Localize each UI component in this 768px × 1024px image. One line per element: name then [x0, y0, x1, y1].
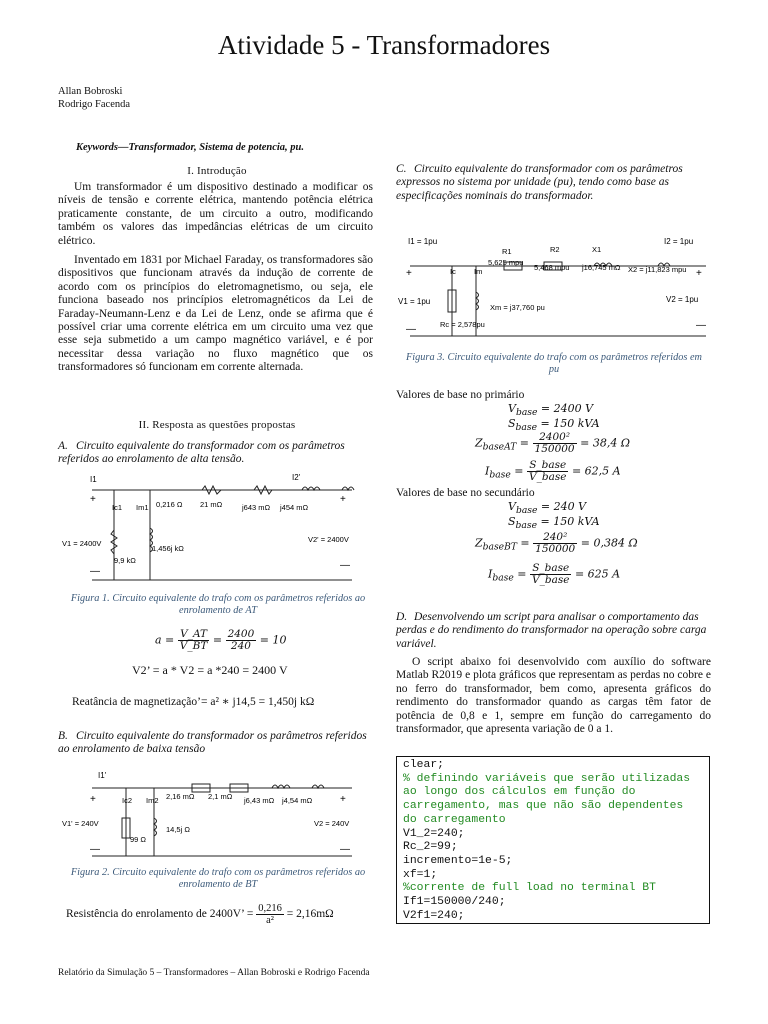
code-line: Rc_2=99; [403, 841, 458, 854]
fig3-x2-value: X2 = j11,823 mpu [628, 265, 687, 274]
figure-1-caption: Figura 1. Circuito equivalente do trafo com os parâmetros referidos ao enrolamento de AT [70, 593, 366, 616]
script-paragraph: O script abaixo foi desenvolvido com auxílio do software Matlab R2019 e plota gráficos que representam as perdas no cobre e no ferro do transformador, bem como, apresenta gráficos do rendimento do transformador quando as cargas têm fator de potência de 0,8 e 1, sempre em função do carregamento do transformador, que apresenta variação de 0 a 1. [396, 656, 711, 736]
svg-text:—: — [340, 560, 350, 571]
fig1-im: Im1 [136, 503, 149, 512]
fig1-i2: I2' [292, 473, 301, 482]
fig3-xm: Xm = j37,760 pu [490, 303, 545, 312]
svg-text:—: — [406, 324, 416, 335]
sub-d-label: D. [396, 611, 408, 623]
fig1-v2: V2' = 2400V [308, 535, 349, 544]
fig3-rc: Rc = 2,578pu [440, 320, 485, 329]
fig1-ic: Ic1 [112, 503, 123, 512]
fig1-i1: I1 [90, 475, 97, 484]
secondary-zbase: $Z_{baseBT}$ = $\frac{\text{240²}}{150000}$ = 0,384 Ω [475, 531, 638, 555]
svg-text:—: — [340, 844, 350, 855]
intro-paragraph-1: Um transformador é um dispositivo destinado a modificar os níveis de tensão e corrente elétrica, mantendo potência elétrica praticamente constante, de um circuito a outro, modificando também os valores das impedâncias elétricas de um circuito elétrico. [58, 181, 373, 247]
fig2-im: Im2 [146, 796, 159, 805]
svg-text:—: — [90, 844, 100, 855]
fig2-r2: 2,1 mΩ [208, 792, 233, 801]
eq-r: Resistência do enrolamento de 2400V’ = $\frac{0,216}{\text{a²}}$ = 2,16mΩ [66, 903, 334, 926]
sub-d-text: Desenvolvendo um script para analisar o comportamento das perdas e do rendimento do transformador na operação sobre carga variável. [396, 611, 707, 650]
section-2-heading: II. Resposta as questões propostas [138, 419, 296, 431]
fig2-x2: j4,54 mΩ [282, 796, 313, 805]
svg-text:+: + [406, 268, 412, 279]
sub-d-heading [396, 611, 714, 651]
fig3-r2-value: 5,468 mpu [534, 263, 570, 272]
authors [58, 86, 130, 111]
secondary-heading: Valores de base no secundário [396, 487, 535, 499]
fig1-xm: 1,456j kΩ [152, 544, 184, 553]
fig3-r1: R1 [502, 247, 512, 256]
fig2-i1: I1' [98, 771, 107, 780]
svg-text:+: + [90, 494, 96, 505]
sub-c-label: C. [396, 163, 407, 175]
keywords: Keywords—Transformador, Sistema de potencia, pu. [76, 142, 305, 153]
fig2-x1: j6,43 mΩ [244, 796, 275, 805]
fig3-x1: X1 [592, 245, 602, 254]
secondary-vbase: $V_{base} = 240$ V [508, 500, 587, 517]
fig3-i2: I2 = 1pu [664, 237, 694, 246]
code-line: clear; [403, 759, 445, 771]
svg-text:—: — [696, 320, 706, 331]
fig2-rc: 99 Ω [130, 835, 147, 844]
fig2-v1: V1' = 240V [62, 819, 99, 828]
fig3-v1: V1 = 1pu [398, 297, 431, 306]
primary-vbase: $V_{base} = 2400$ V [508, 402, 594, 419]
secondary-sbase: $S_{base} = 150$ kVA [508, 515, 600, 532]
primary-ibase: $I_{base}$ = $\frac{\text{S\_base}}{\text{V\_base}}$ = 62,5 A [485, 459, 621, 483]
primary-zbase: $Z_{baseAT}$ = $\frac{\text{2400²}}{150000}$ = 38,4 Ω [475, 431, 630, 455]
sub-b-label: B. [58, 730, 68, 742]
page-title: Atividade 5 - Transformadores [217, 30, 551, 60]
section-1-heading: I. Introdução [187, 165, 247, 177]
figure-2-circuit [62, 768, 368, 863]
footer: Relatório da Simulação 5 – Transformadores – Allan Bobroski e Rodrigo Facenda [58, 968, 370, 978]
fig3-im: Im [474, 267, 483, 276]
fig1-x1: j643 mΩ [242, 503, 271, 512]
svg-text:+: + [90, 794, 96, 805]
sub-a-text: Circuito equivalente do transformador com os parâmetros referidos ao enrolamento de alta tensão. [58, 440, 345, 466]
primary-heading: Valores de base no primário [396, 389, 525, 401]
svg-text:—: — [90, 566, 100, 577]
fig1-r2: 21 mΩ [200, 500, 223, 509]
figure-3-circuit [396, 232, 714, 342]
fig1-v1: V1 = 2400V [62, 539, 102, 548]
sub-d-body [396, 656, 711, 736]
figure-3-caption: Figura 3. Circuito equivalente do trafo com os parâmetros referidos em pu [405, 352, 702, 375]
eq-a: a = $\frac{V\_AT}{V\_BT}$ = $\frac{2400}{240}$ = 10 [155, 628, 287, 652]
fig3-v2: V2 = 1pu [666, 295, 699, 304]
eq-xm: Reatância de magnetização’= a² ∗ j14,5 = 1,450j kΩ [72, 696, 315, 708]
intro-paragraph-2: Inventado em 1831 por Michael Faraday, os transformadores são dispositivos que funcionam através da indução de corrente de acordo com os princípios do eletromagnetismo, ou seja, ele funciona baseado nos princípios eletromagnéticos da Lei de Faraday-Neumann-Lenz e da Lei de Lenz, onde se afirma que é possível criar uma corrente elétrica em um circuito uma vez que esse seja submetido a um campo magnético variável, e é por necessitar dessa variação no fluxo magnético que os transformadores só funcionam em corrente alternada. [58, 254, 373, 374]
fig3-r2: R2 [550, 245, 560, 254]
secondary-ibase: $I_{base}$ = $\frac{\text{S\_base}}{\text{V\_base}}$ = 625 A [488, 562, 621, 586]
code-comment-line: % definindo variáveis que serão utilizadas ao longo dos cálculos em função do carregamento, mas que não são dependentes do carregamento [403, 772, 697, 826]
author-2: Rodrigo Facenda [58, 98, 131, 110]
figure-2-caption: Figura 2. Circuito equivalente do trafo com os parâmetros referidos ao enrolamento de BT [70, 867, 366, 890]
figure-1-circuit [62, 470, 368, 585]
sub-c-text: Circuito equivalente do transformador com os parâmetros expressos no sistema por unidade (pu), tendo como base as especificações nominais do transformador. [396, 163, 683, 202]
fig3-x1-value: j16,745 mΩ [582, 263, 621, 272]
fig1-r1: 0,216 Ω [156, 500, 183, 509]
code-line: V2f1=240; [403, 909, 465, 922]
fig2-xm: 14,5j Ω [166, 825, 190, 834]
code-line: V1_2=240; [403, 827, 465, 840]
code-line: If1=150000/240; [403, 896, 506, 909]
sub-c-heading [396, 163, 714, 203]
primary-sbase: $S_{base} = 150$ kVA [508, 417, 600, 434]
code-comment-line: %corrente de full load no terminal BT [403, 882, 656, 895]
code-line: xf=1; [403, 868, 438, 881]
sub-a-heading [58, 440, 373, 467]
fig2-r1: 2,16 mΩ [166, 792, 195, 801]
svg-text:+: + [696, 268, 702, 279]
sub-a-label: A. [58, 440, 68, 452]
fig1-x2: j454 mΩ [280, 503, 309, 512]
section-1-body [58, 181, 373, 375]
fig3-r1-value: 5,625 mpu [488, 258, 524, 267]
fig2-v2: V2 = 240V [314, 819, 350, 828]
fig3-ic: Ic [450, 267, 456, 276]
svg-text:+: + [340, 494, 346, 505]
sub-b-text: Circuito equivalente do transformador os parâmetros referidos ao enrolamento de baixa tensão [58, 730, 367, 756]
fig1-rc: 9,9 kΩ [114, 556, 136, 565]
author-1: Allan Bobroski [58, 86, 123, 97]
eq-v2: V2’ = a * V2 = a *240 = 2400 V [132, 663, 288, 677]
svg-text:+: + [340, 794, 346, 805]
code-line: incremento=1e-5; [403, 854, 513, 867]
fig2-ic: Ic2 [122, 796, 133, 805]
sub-b-heading [58, 730, 373, 757]
code-block [396, 756, 710, 924]
fig3-i1: I1 = 1pu [408, 237, 438, 246]
